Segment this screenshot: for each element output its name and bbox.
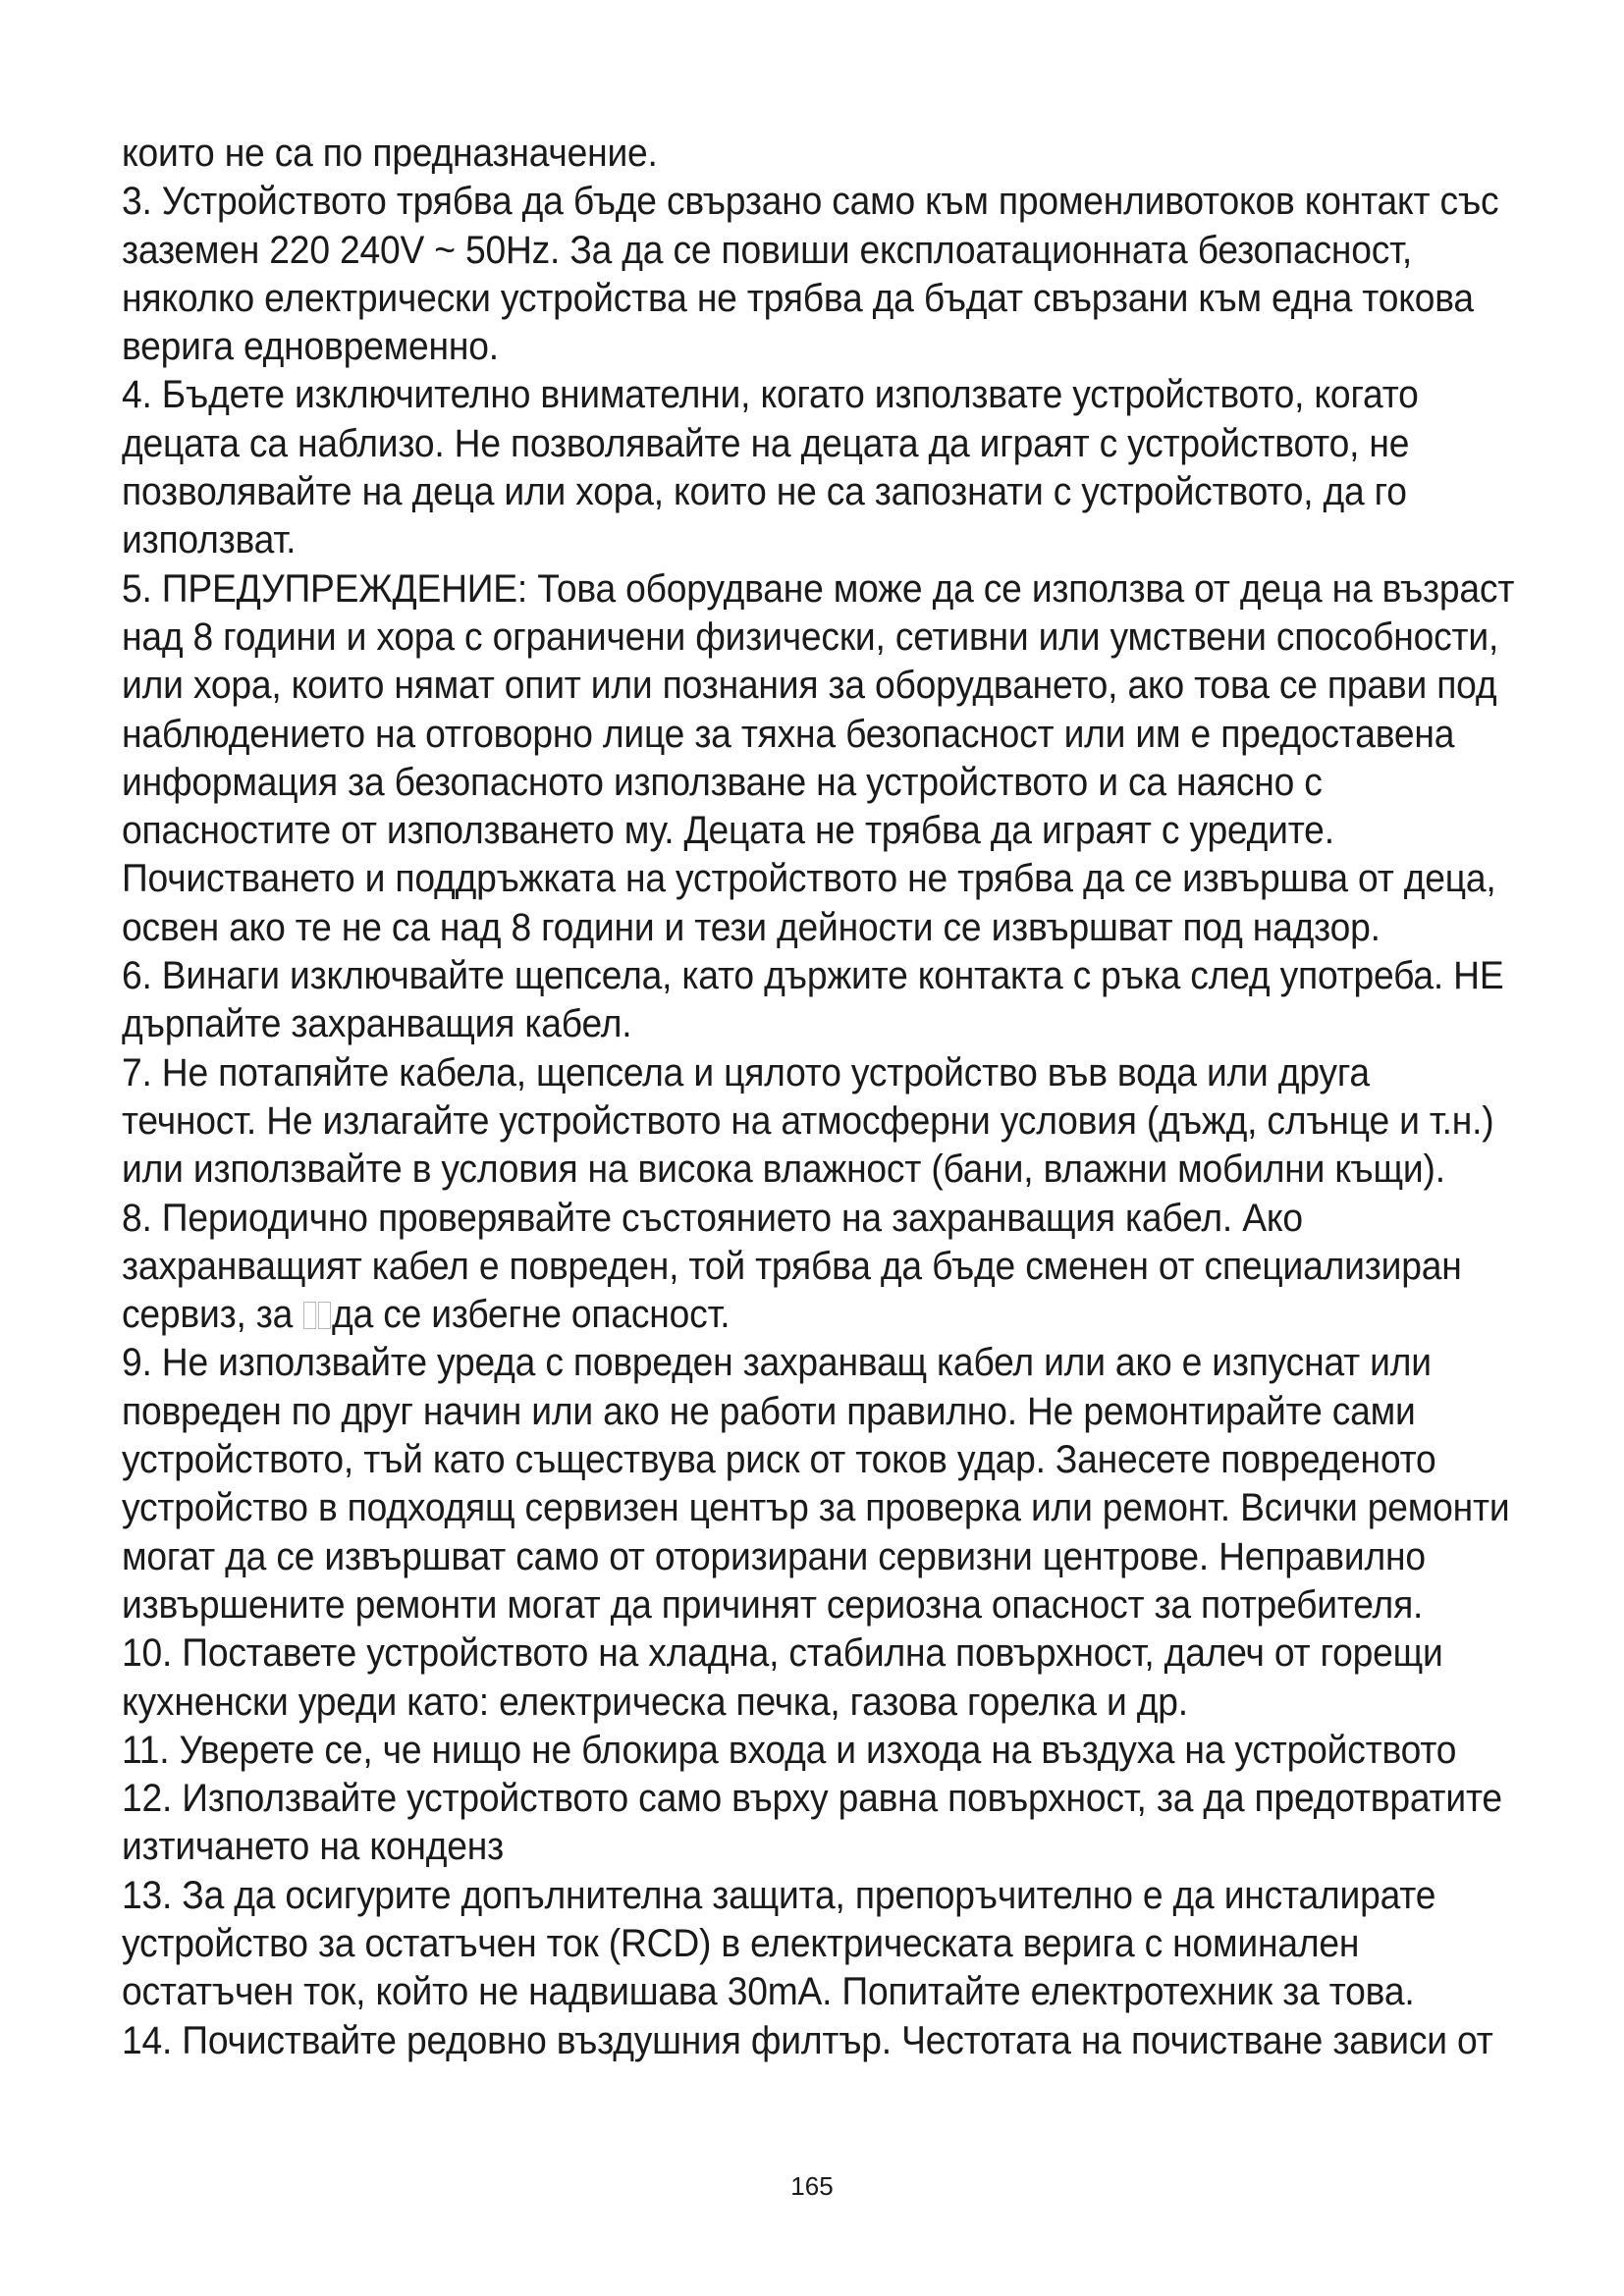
- text-line-with-glyph: [122, 1291, 1428, 1339]
- page-number: 165: [790, 2171, 834, 2201]
- text-line: повреден по друг начин или ако не работи правилно. Не ремонтирайте сами: [122, 1389, 1416, 1433]
- text-line: които не са по предназначение.: [122, 132, 658, 175]
- text-line: могат да се извършват само от оторизирани сервизни центрове. Неправилно: [122, 1534, 1426, 1578]
- text-fragment: сервиз, за: [122, 1293, 303, 1337]
- text-line: устройството, тъй като съществува риск от токов удар. Занесете повреденото: [122, 1438, 1436, 1482]
- text-line: позволявайте на деца или хора, които не са запознати с устройството, да го: [122, 470, 1407, 514]
- text-line: верига едновременно.: [122, 325, 499, 369]
- paragraph-item-4: [122, 371, 1428, 564]
- text-line: 14. Почиствайте редовно въздушния филтър. Честотата на почистване зависи от: [122, 2018, 1493, 2062]
- paragraph-item-8: [122, 1195, 1462, 1340]
- paragraph-item-12: [122, 1775, 1502, 1872]
- text-line: 3. Устройството трябва да бъде свързано само към променливотоков контакт със: [122, 180, 1499, 224]
- text-line: 11. Уверете се, че нищо не блокира входа и изхода на въздуха на устройството: [122, 1728, 1457, 1772]
- text-line: или хора, които нямат опит или познания за оборудването, ако това се прави под: [122, 664, 1497, 708]
- text-fragment: да се избегне опасност.: [332, 1293, 731, 1337]
- text-line: дърпайте захранващия кабел.: [122, 1002, 632, 1046]
- paragraph-item-3: [122, 178, 1499, 371]
- text-line: устройство за остатъчен ток (RCD) в електрическата верига с номинален: [122, 1921, 1360, 1965]
- text-line: освен ако те не са над 8 години и тези дейности се извършват под надзор.: [122, 905, 1380, 949]
- text-line: кухненски уреди като: електрическа печка, газова горелка и др.: [122, 1680, 1188, 1724]
- text-line: 7. Не потапяйте кабела, щепсела и цялото устройство във вода или друга: [122, 1050, 1370, 1095]
- text-line: 13. За да осигурите допълнителна защита, препоръчително е да инсталирате: [122, 1873, 1436, 1917]
- text-line: заземен 220 240V ~ 50Hz. За да се повиши експлоатационната безопасност,: [122, 228, 1413, 272]
- missing-glyph-icon: [318, 1302, 331, 1329]
- paragraph-item-13: [122, 1872, 1436, 2017]
- paragraph-item-5: [122, 565, 1515, 952]
- text-line: опасностите от използването му. Децата не трябва да играят с уредите.: [122, 809, 1334, 853]
- text-line: наблюдението на отговорно лице за тяхна безопасност или им е предоставена: [122, 712, 1455, 756]
- text-line: 4. Бъдете изключително внимателни, когато използвате устройството, когато: [122, 373, 1419, 417]
- paragraph-item-11: [122, 1727, 1457, 1775]
- text-line: остатъчен ток, който не надвишава 30mA. Попитайте електротехник за това.: [122, 1970, 1415, 2014]
- text-line: няколко електрически устройства не трябва да бъдат свързани към една токова: [122, 276, 1474, 320]
- text-line: извършените ремонти могат да причинят сериозна опасност за потребителя.: [122, 1582, 1424, 1627]
- text-line: децата са наблизо. Не позволявайте на децата да играят с устройството, не: [122, 421, 1410, 465]
- text-line: 12. Използвайте устройството само върху равна повърхност, за да предотвратите: [122, 1777, 1502, 1821]
- paragraph-item-14: [122, 2017, 1493, 2065]
- text-line: или използвайте в условия на висока влажност (бани, влажни мобилни къщи).: [122, 1148, 1445, 1192]
- text-line: 9. Не използвайте уреда с повреден захранващ кабел или ако е изпуснат или: [122, 1341, 1432, 1385]
- text-line: устройство в подходящ сервизен център за проверка или ремонт. Всички ремонти: [122, 1486, 1510, 1530]
- paragraph-item-6: [122, 952, 1504, 1049]
- text-line: 10. Поставете устройството на хладна, стабилна повърхност, далеч от горещи: [122, 1631, 1443, 1676]
- document-body: [122, 130, 1515, 2065]
- text-line: 8. Периодично проверявайте състоянието на захранващия кабел. Ако: [122, 1196, 1303, 1240]
- paragraph-item-7: [122, 1049, 1494, 1195]
- missing-glyph-icon: [303, 1302, 316, 1329]
- text-line: Почистването и поддръжката на устройството не трябва да се извършва от деца,: [122, 857, 1496, 901]
- text-line: захранващият кабел е повреден, той трябва да бъде сменен от специализиран: [122, 1244, 1462, 1288]
- text-line: над 8 години и хора с ограничени физически, сетивни или умствени способности,: [122, 614, 1499, 659]
- text-line: изтичането на конденз: [122, 1825, 504, 1869]
- text-line: 5. ПРЕДУПРЕЖДЕНИЕ: Това оборудване може да се използва от деца на възраст: [122, 566, 1515, 611]
- text-line: информация за безопасното използване на устройството и са наясно с: [122, 760, 1323, 804]
- paragraph-item-10: [122, 1629, 1443, 1727]
- paragraph-continuation: [122, 130, 1428, 178]
- paragraph-item-9: [122, 1339, 1510, 1629]
- text-line: 6. Винаги изключвайте щепсела, като държите контакта с ръка след употреба. НЕ: [122, 954, 1504, 998]
- text-line: течност. Не излагайте устройството на атмосферни условия (дъжд, слънце и т.н.): [122, 1098, 1494, 1143]
- text-line: използват.: [122, 518, 297, 562]
